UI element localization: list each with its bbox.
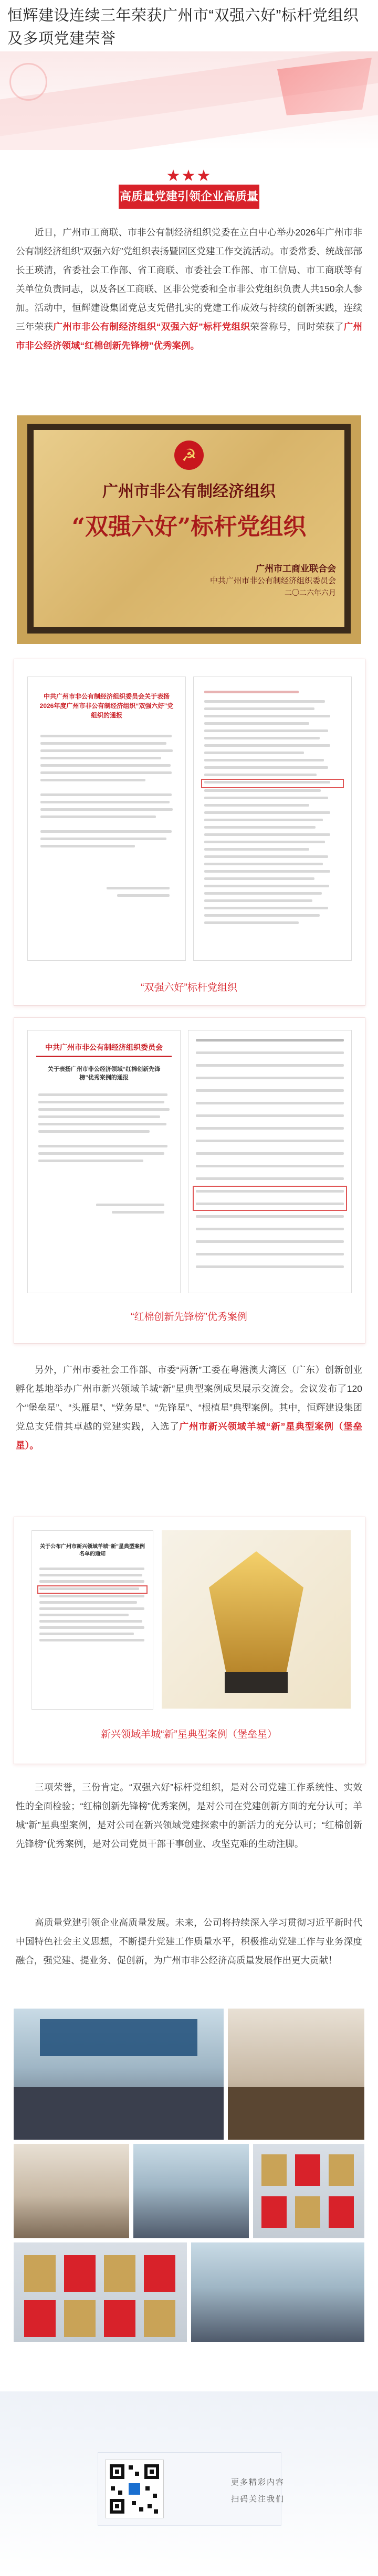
- document-subtitle: 关于表扬广州市非公经济领域“红棉创新先锋榜”优秀案例的通报: [47, 1066, 161, 1081]
- document-page-right: [193, 677, 352, 961]
- plaque-signature-2: 中共广州市非公有制经济组织委员会: [209, 576, 336, 585]
- document-header: 中共广州市非公有制经济组织委员会: [45, 1043, 163, 1051]
- highlight-text: 广州市非公经济领域“红棉创新先锋榜”优秀案例。: [16, 321, 363, 351]
- document-title: 关于公布广州市新兴领域羊城“新”星典型案例名单的通知: [40, 1544, 145, 1557]
- stars-icon: ★★★: [166, 167, 212, 185]
- plaque-signature-1: 广州市工商业联合会: [256, 564, 336, 574]
- body-paragraph: 高质量党建引领企业高质量发展。未来，公司将持续深入学习贯彻习近平新时代中国特色社会主义思想，不断提升党建工作质量水平，积极推动党建工作与业务深度融合，强党建、提业务、促创新，为广州市非公经济高质量发展作出更大贡献！: [16, 1917, 362, 1966]
- highlight-text: 广州市非公有制经济组织“双强六好”标杆党组织: [53, 321, 250, 332]
- article-title: 恒辉建设连续三年荣获广州市“双强六好”标杆党组织及多项党建荣誉: [7, 7, 359, 47]
- footer-follow-us: 扫码关注我们: [231, 2495, 285, 2504]
- trophy-photo: [162, 1530, 351, 1709]
- footer-more-content: 更多精彩内容: [231, 2478, 285, 2487]
- figure-caption: “双强六好”标杆党组织: [141, 982, 237, 993]
- trophy-icon: [209, 1551, 303, 1672]
- event-photo-honors: [253, 2144, 364, 2238]
- highlight-text: 广州市新兴领域羊城“新”星典型案例（堡垒星）。: [16, 1421, 363, 1451]
- trophy-base: [225, 1672, 288, 1693]
- intro-text: 近日，广州市工商联、市非公有制经济组织党委在立白中心举办2026年广州市非公有制经济组织“双强六好”党组织表扬暨园区党建工作交流活动。市委常委、统战部部长王瑛清，省委社会工作部、省工商联、市委社会工作部、市工信局、市工商联等有关单位负责同志，以及各区工商联、区非公党委和全市非公党组织负责人共150余人参加。活动中，恒辉建设集团党总支凭借扎实的党建工作成效与持续的创新实践，连续三年荣获: [16, 227, 362, 332]
- header-banner-image: [0, 51, 378, 150]
- red-rule: [36, 1056, 172, 1057]
- event-photo-meeting: [14, 2144, 129, 2238]
- body-paragraph: [16, 1360, 362, 1455]
- figure-caption: 新兴领域羊城“新”星典型案例（堡垒星）: [101, 1729, 277, 1740]
- document-page-left: [27, 1030, 181, 1293]
- plaque-line-1: 广州市非公有制经济组织: [102, 482, 276, 501]
- emblem-watermark: [9, 63, 47, 101]
- body-text: 另外，广州市委社会工作部、市委“两新”工委在粤港澳大湾区（广东）创新创业孵化基地举办广州市新兴领域羊城“新”星典型案例成果展示交流会。会议发布了120个“堡垒星”、“头雁星”、“党务星”、“先锋星”、“根植星”典型案例。其中，恒辉建设集团党总支凭借其卓越的党建实践，入选了: [16, 1365, 362, 1432]
- honor-ceremony-photo: [191, 2242, 364, 2342]
- document-title: 中共广州市非公有制经济组织委员会关于表扬2026年度广州市非公有制经济组织“双强六好”党组织的通报: [39, 693, 174, 719]
- body-paragraph: 三项荣誉，三份肯定。“双强六好”标杆党组织，是对公司党建工作系统性、实效性的全面检验；“红棉创新先锋榜”优秀案例，是对公司在党建创新方面的充分认可；羊城“新”星典型案例，是对公司在新兴领域党建探索中的新活力的充分认可；“红棉创新先锋榜”优秀案例，是对公司党员干部干事创业、攻坚克难的生动注脚。: [16, 1782, 362, 1849]
- event-photo-stage: [14, 2009, 224, 2140]
- figure-caption: “红棉创新先锋榜”优秀案例: [131, 1312, 247, 1323]
- plaque-date: 二〇二六年六月: [285, 588, 336, 597]
- document-page-left: [27, 677, 186, 961]
- intro-text: 荣誉称号，同时荣获了: [250, 321, 344, 332]
- document-page: [32, 1530, 153, 1710]
- highlight-box: [201, 779, 344, 788]
- document-table-page: [188, 1030, 352, 1293]
- party-emblem-icon: ☭: [174, 441, 204, 470]
- plaque-line-2: “双强六好”标杆党组织: [71, 513, 307, 540]
- section-banner: 高质量党建引领企业高质量发展: [119, 185, 259, 209]
- qr-code[interactable]: [105, 2460, 164, 2518]
- honor-wall-photo: [14, 2242, 187, 2342]
- event-photo-audience: [228, 2009, 364, 2140]
- intro-paragraph: [16, 223, 362, 355]
- event-photo-speaker: [133, 2144, 249, 2238]
